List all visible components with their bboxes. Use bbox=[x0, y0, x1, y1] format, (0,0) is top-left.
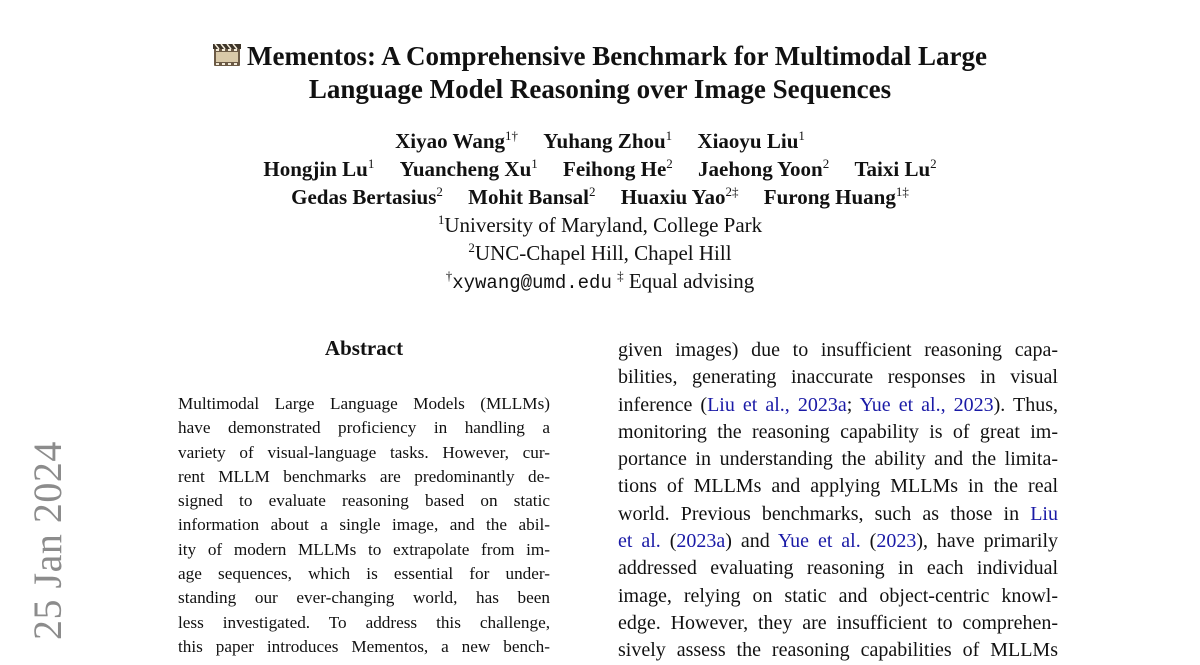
contact-line: †xywang@umd.edu ‡ Equal advising bbox=[445, 268, 755, 294]
paper-title bbox=[0, 40, 1200, 106]
author: Gedas Bertasius$^2$ bbox=[291, 184, 443, 209]
author: Hongjin Lu$^1$ bbox=[263, 156, 375, 181]
title-line-1 bbox=[0, 40, 1200, 73]
abstract-line: rent MLLM benchmarks are predominantly de- bbox=[178, 466, 550, 486]
affiliation-1: $^1$University of Maryland, College Park bbox=[437, 212, 763, 237]
citation-link[interactable]: Yue et al. bbox=[777, 530, 861, 553]
citation-link[interactable]: et al. bbox=[618, 530, 661, 553]
intro-line: given images) due to insufficient reasoning capa- bbox=[618, 339, 1058, 361]
intro-line: portance in understanding the ability and the limita- bbox=[618, 448, 1058, 471]
intro-line: monitoring the reasoning capability is of great im- bbox=[618, 420, 1058, 443]
abstract-line: have demonstrated proficiency in handling a bbox=[178, 418, 550, 438]
intro-line: image, relying on static and object-centric knowl- bbox=[618, 584, 1058, 607]
author: Yuhang Zhou$^1$ bbox=[543, 128, 673, 153]
intro-line: sively assess the reasoning capabilities of MLLMs bbox=[618, 639, 1058, 662]
author: Jaehong Yoon$^2$ bbox=[698, 156, 830, 181]
author: Mohit Bansal$^2$ bbox=[468, 184, 596, 209]
intro-line: et al. (2023a) and Yue et al. (2023), have primarily bbox=[618, 530, 1059, 553]
intro-line: bilities, generating inaccurate responses in visual bbox=[618, 366, 1058, 389]
author: Feihong He$^2$ bbox=[563, 156, 673, 181]
intro-line: world. Previous benchmarks, such as those in Liu bbox=[618, 502, 1058, 525]
citation-link[interactable]: 2023 bbox=[876, 530, 917, 553]
intro-line: addressed evaluating reasoning in each individual bbox=[618, 557, 1058, 580]
author: Huaxiu Yao$^{2\ddagger}$ bbox=[620, 184, 739, 209]
author: Yuancheng Xu$^1$ bbox=[399, 156, 538, 181]
intro-column bbox=[618, 337, 1058, 665]
intro-line: inference (Liu et al., 2023a; Yue et al., 2023). Thus, bbox=[618, 393, 1058, 416]
arxiv-side-stamp bbox=[25, 441, 70, 640]
citation-link[interactable]: 2023a bbox=[676, 530, 726, 553]
abstract-line: variety of visual-language tasks. However, cur- bbox=[178, 442, 550, 462]
abstract-line: standing our ever-changing world, has been bbox=[178, 588, 550, 608]
title-line-2: Language Model Reasoning over Image Sequences bbox=[308, 74, 892, 104]
author: Xiyao Wang$^{1\dagger}$ bbox=[395, 128, 519, 153]
film-icon bbox=[213, 44, 241, 68]
title-text-1: Mementos: A Comprehensive Benchmark for Multimodal Large bbox=[247, 41, 987, 71]
citation-link[interactable]: Liu bbox=[1030, 502, 1058, 525]
author: Taixi Lu$^2$ bbox=[854, 156, 937, 181]
author: Xiaoyu Liu$^1$ bbox=[697, 128, 805, 153]
affiliation-2: $^2$UNC-Chapel Hill, Chapel Hill bbox=[468, 240, 732, 265]
author-line-1 bbox=[0, 127, 1200, 155]
abstract-line: Multimodal Large Language Models (MLLMs) bbox=[178, 394, 550, 413]
abstract-line: ity of modern MLLMs to extrapolate from im- bbox=[178, 539, 550, 559]
abstract-heading: Abstract bbox=[324, 336, 404, 360]
abstract-line: age sequences, which is essential for under- bbox=[178, 564, 550, 584]
abstract-line: signed to evaluate reasoning based on static bbox=[178, 491, 550, 511]
author-block bbox=[0, 127, 1200, 297]
abstract-line: information about a single image, and the abil- bbox=[178, 515, 550, 535]
abstract-line: this paper introduces Mementos, a new bench- bbox=[178, 636, 550, 656]
author: Furong Huang$^{1\ddagger}$ bbox=[763, 184, 909, 209]
citation-link[interactable]: Liu et al., 2023a bbox=[707, 393, 847, 416]
citation-link[interactable]: Yue et al., 2023 bbox=[859, 393, 994, 416]
intro-line: tions of MLLMs and applying MLLMs in the real bbox=[618, 475, 1058, 498]
author-line-2 bbox=[0, 155, 1200, 183]
abstract-body bbox=[178, 392, 550, 659]
intro-line: edge. However, they are insufficient to comprehen- bbox=[618, 611, 1058, 634]
author-line-3 bbox=[0, 183, 1200, 211]
arxiv-date: 25 Jan 2024 bbox=[25, 441, 70, 640]
contact-email[interactable]: xywang@umd.edu bbox=[452, 272, 612, 294]
abstract-line: less investigated. To address this challenge, bbox=[178, 612, 550, 632]
